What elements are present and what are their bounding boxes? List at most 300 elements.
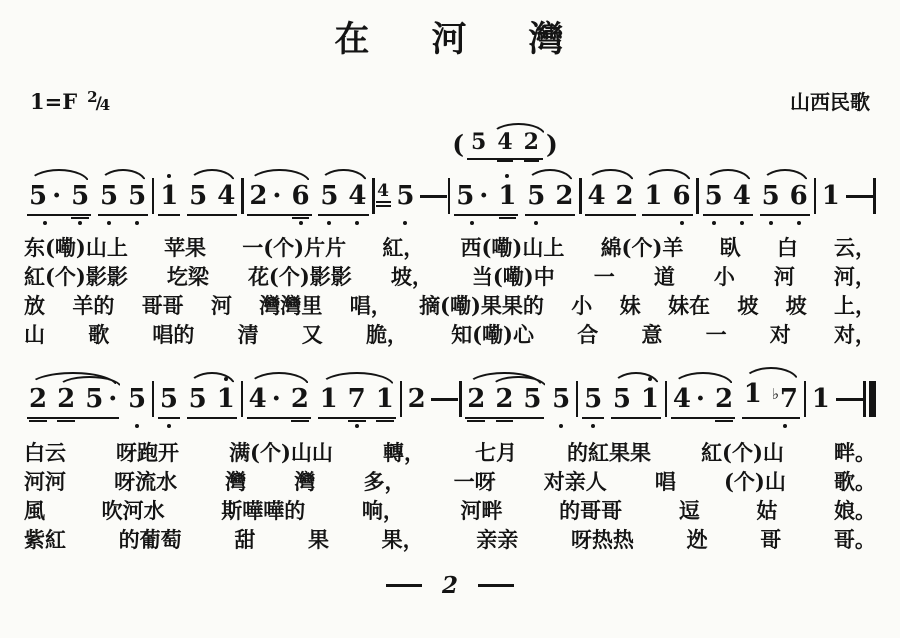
- lyric-segment: 对，: [833, 322, 876, 347]
- note-digit: 2: [714, 384, 734, 414]
- time-signature: [87, 89, 110, 114]
- octave-dot-below: [43, 221, 47, 225]
- note: [188, 386, 208, 412]
- lyric-segment: 灣: [225, 469, 247, 494]
- note-digit: 4: [672, 384, 691, 414]
- lyric-segment: 紅，: [382, 235, 425, 260]
- eighth-beam: [642, 214, 692, 216]
- note-digit: 1: [498, 181, 517, 211]
- note-digit: 2: [523, 129, 539, 155]
- lyric-segment: 唱，: [349, 293, 392, 318]
- note: [497, 183, 517, 209]
- note-digit: 5: [527, 181, 546, 211]
- lyric-segment: 畔。: [833, 440, 876, 465]
- key-time-signature: [30, 88, 110, 114]
- barline: [696, 178, 699, 214]
- lyric-segment: 姑: [756, 498, 778, 523]
- eighth-beam: [98, 214, 148, 216]
- octave-dot-below: [680, 221, 684, 225]
- lyric-segment: 果: [307, 527, 329, 552]
- note-group: [817, 167, 845, 229]
- meter-change-line: [376, 205, 391, 207]
- eighth-beam: [158, 417, 180, 419]
- lyric-segment: 小: [713, 264, 735, 289]
- song-title: 在 河 灣: [334, 19, 566, 60]
- note: [290, 183, 310, 209]
- lyric-row: [24, 291, 876, 320]
- note: [84, 386, 118, 412]
- note: [216, 183, 236, 209]
- note: [28, 183, 62, 209]
- note-group: [582, 167, 638, 229]
- lyric-segment: 又: [301, 322, 323, 347]
- lyric-segment: 山: [24, 322, 45, 347]
- note-digit: 1: [375, 384, 394, 414]
- lyric-segment: 对: [769, 322, 791, 347]
- octave-dot-below: [559, 424, 563, 428]
- note: [586, 183, 606, 209]
- lyric-row: [24, 262, 876, 291]
- octave-dot-above: [648, 377, 652, 381]
- note-digit: 7: [347, 384, 366, 414]
- notation-line-1: [24, 167, 876, 229]
- sixteenth-beam: [71, 217, 89, 219]
- note: [671, 183, 691, 209]
- note: [643, 183, 663, 209]
- lyric-segment: 風: [24, 498, 45, 523]
- note-group: [451, 167, 521, 229]
- lyric-segment: 歌: [88, 322, 110, 347]
- octave-dot-below: [299, 221, 303, 225]
- note-digit: 5: [471, 129, 487, 155]
- note-digit: 4: [217, 181, 236, 211]
- note-digit: 5: [100, 181, 119, 211]
- note: [714, 386, 734, 412]
- eighth-beam: [742, 417, 800, 419]
- lyric-segment: 当(嘞)中: [471, 264, 555, 289]
- meter-change-line: [376, 201, 391, 203]
- note-digit: 1: [821, 181, 840, 211]
- note-digit: 5: [29, 181, 48, 211]
- note-digit: 2: [290, 384, 309, 414]
- lyric-segment: 响，: [361, 498, 404, 523]
- final-barline-thin: [863, 381, 866, 417]
- lyric-segment: 紫紅: [24, 527, 66, 552]
- note-digit: 6: [789, 181, 808, 211]
- lyric-segment: 斯嘩嘩的: [221, 498, 306, 523]
- note: [612, 386, 632, 412]
- octave-dot-below: [78, 221, 82, 225]
- note: [159, 386, 179, 412]
- note: [743, 381, 763, 412]
- octave-dot-below: [797, 221, 801, 225]
- meter-change: [376, 181, 391, 207]
- augmentation-dot: ·: [695, 384, 705, 414]
- lyric-segment: 唱: [654, 469, 676, 494]
- octave-dot-below: [327, 221, 331, 225]
- note: [319, 183, 339, 209]
- time-signature-slash: /: [95, 94, 102, 114]
- note-digit: 1: [743, 379, 762, 409]
- note: [672, 386, 706, 412]
- note-digit: 5: [189, 181, 208, 211]
- eighth-beam: [27, 214, 91, 216]
- note-group: [184, 167, 240, 229]
- note-digit: 5: [704, 181, 723, 211]
- time-signature-denominator: 4: [99, 96, 111, 114]
- note-digit: 6: [672, 181, 691, 211]
- note: [216, 386, 236, 412]
- duration-dash: [836, 398, 863, 401]
- lyric-row: [24, 320, 876, 349]
- lyric-segment: 摘(嘞)果果的: [419, 293, 544, 318]
- lyric-segment: 一: [705, 322, 727, 347]
- note: [466, 386, 486, 412]
- final-barline: [863, 381, 876, 417]
- key-signature: 1=F: [30, 89, 78, 114]
- note-digit: 1: [811, 384, 830, 414]
- augmentation-dot: ·: [271, 384, 281, 414]
- note: [248, 183, 282, 209]
- lyric-segment: 灣: [294, 469, 316, 494]
- note-digit: 2: [29, 384, 48, 414]
- note-digit: 4: [732, 181, 751, 211]
- eighth-beam: [318, 214, 368, 216]
- barline: [873, 178, 876, 214]
- sixteenth-beam: [291, 420, 309, 422]
- note-digit: 5: [128, 181, 147, 211]
- eighth-beam: [318, 417, 396, 419]
- footer-dash-left: [386, 584, 422, 587]
- final-barline-thick: [869, 381, 876, 417]
- note-digit: 2: [615, 181, 634, 211]
- note-digit: 5: [584, 384, 603, 414]
- duration-dash: [846, 195, 873, 198]
- note: [732, 183, 752, 209]
- note-digit: 1: [644, 181, 663, 211]
- lyric-segment: 呀热热: [570, 527, 634, 552]
- note-group: [579, 370, 607, 432]
- note-digit: 2: [249, 181, 268, 211]
- barline: [576, 381, 579, 417]
- note: [789, 183, 809, 209]
- lyric-segment: 七月: [475, 440, 517, 465]
- lyric-segment: 河: [773, 264, 795, 289]
- note-digit: 5: [159, 384, 178, 414]
- eighth-beam: [703, 214, 753, 216]
- note-digit: 2: [407, 384, 426, 414]
- lyric-segment: 妹在: [667, 293, 710, 318]
- octave-dot-above: [224, 377, 228, 381]
- sixteenth-beam: [715, 420, 733, 422]
- lyric-segment: 圪梁: [166, 264, 209, 289]
- note-digit: 5: [85, 384, 104, 414]
- note: [496, 131, 513, 153]
- note-digit: 2: [57, 384, 76, 414]
- eighth-beam: [247, 214, 311, 216]
- sixteenth-beam: [376, 420, 394, 422]
- note: [407, 386, 427, 412]
- barline: [372, 178, 375, 214]
- sixteenth-beam: [292, 217, 310, 219]
- lyric-segment: 逗: [678, 498, 700, 523]
- note: [821, 183, 841, 209]
- lyric-segment: 的紅果果: [567, 440, 652, 465]
- note-digit: 1: [640, 384, 659, 414]
- eighth-beam: [465, 417, 543, 419]
- note-group: [462, 370, 546, 432]
- note-group: [315, 370, 399, 432]
- note: [127, 386, 147, 412]
- note: [455, 183, 489, 209]
- song-origin-credit: 山西民歌: [790, 90, 870, 114]
- lyric-segment: 的葡萄: [118, 527, 182, 552]
- eighth-beam: [611, 417, 661, 419]
- note-group: [244, 370, 314, 432]
- note: [583, 386, 603, 412]
- sixteenth-beam: [348, 420, 366, 422]
- note-digit: 5: [552, 384, 571, 414]
- note-digit: 5: [761, 181, 780, 211]
- octave-dot-above: [505, 174, 509, 178]
- note: [347, 183, 367, 209]
- eighth-beam: [158, 214, 180, 216]
- note-group: [123, 370, 151, 432]
- duration-dash: [420, 195, 447, 198]
- note-group: [668, 370, 738, 432]
- note: [554, 183, 574, 209]
- augmentation-dot: ·: [52, 181, 62, 211]
- lyric-segment: 娘。: [834, 498, 876, 523]
- note-group: [403, 370, 431, 432]
- note: [526, 183, 546, 209]
- lyric-segment: 道: [653, 264, 675, 289]
- augmentation-dot: ·: [108, 384, 118, 414]
- note: [347, 386, 367, 412]
- octave-dot-below: [355, 424, 359, 428]
- note-digit: 2: [495, 384, 514, 414]
- lyric-segment: 坡，: [390, 264, 433, 289]
- note-group: [739, 365, 803, 432]
- lyric-segment: 妹: [619, 293, 641, 318]
- lyric-segment: 白云: [24, 440, 66, 465]
- note-digit: 5: [612, 384, 631, 414]
- note-digit: 2: [555, 181, 574, 211]
- eighth-beam: [454, 214, 518, 216]
- lyric-segment: 河: [211, 293, 233, 318]
- lyric-segment: 坡: [737, 293, 759, 318]
- note: [395, 183, 415, 209]
- lyric-segment: 吹河水: [101, 498, 165, 523]
- lyric-segment: 迯: [686, 527, 708, 552]
- note: [99, 183, 119, 209]
- lyric-row: [24, 438, 876, 467]
- note: [290, 386, 310, 412]
- note-digit: 1: [160, 181, 179, 211]
- barline: [241, 178, 244, 214]
- sixteenth-beam: [29, 420, 47, 422]
- lyric-segment: 放: [24, 293, 45, 318]
- lyric-row: [24, 525, 876, 554]
- parenthesis: ): [545, 130, 558, 159]
- note: [127, 183, 147, 209]
- note: [319, 386, 339, 412]
- note-digit: 5: [320, 181, 339, 211]
- lyric-segment: 紅(个)山: [701, 440, 784, 465]
- lyric-segment: 河，: [833, 264, 876, 289]
- lyric-row: [24, 496, 876, 525]
- barline: [665, 381, 668, 417]
- note-group: [24, 370, 122, 432]
- lyric-segment: 一呀: [453, 469, 496, 494]
- lyric-segment: 满(个)山山: [229, 440, 333, 465]
- lyric-segment: 灣灣里: [259, 293, 323, 318]
- note: [375, 386, 395, 412]
- lyric-segment: 唱的: [152, 322, 195, 347]
- lyric-segment: 云，: [834, 235, 876, 260]
- lyric-segment: 西(嘞)山上: [460, 235, 565, 260]
- sixteenth-beam: [499, 217, 517, 219]
- octave-dot-below: [403, 221, 407, 225]
- lyric-segment: 紅(个)影影: [24, 264, 128, 289]
- note-group: [807, 370, 835, 432]
- note-digit: 6: [291, 181, 310, 211]
- note-digit: 1: [319, 384, 338, 414]
- barline: [152, 178, 155, 214]
- lyric-segment: 一(个)片片: [242, 235, 347, 260]
- notation-line-2: [24, 365, 876, 432]
- lyric-segment: 对亲人: [543, 469, 607, 494]
- eighth-beam: [525, 214, 575, 216]
- note-digit: 5: [71, 181, 90, 211]
- lyric-row: [24, 467, 876, 496]
- note-group: [700, 167, 756, 229]
- note: [494, 386, 514, 412]
- pickup-notes: [79, 117, 900, 167]
- note-digit: 2: [467, 384, 486, 414]
- eighth-beam: [582, 417, 604, 419]
- note: [771, 381, 799, 412]
- lyric-segment: 白: [776, 235, 798, 260]
- lyric-segment: 亲亲: [476, 527, 519, 552]
- lyric-segment: 果，: [381, 527, 424, 552]
- note: [56, 386, 76, 412]
- lyric-segment: 哥: [760, 527, 782, 552]
- octave-dot-below: [135, 424, 139, 428]
- note-group: [244, 167, 314, 229]
- page-footer: [24, 572, 876, 599]
- lyric-segment: 东(嘞)山上: [24, 235, 128, 260]
- octave-dot-below: [470, 221, 474, 225]
- note-digit: 7: [779, 384, 798, 414]
- lyric-segment: 河畔: [460, 498, 503, 523]
- note-group: [757, 167, 813, 229]
- augmentation-dot: ·: [272, 181, 282, 211]
- barline: [804, 381, 807, 417]
- note: [761, 183, 781, 209]
- time-signature-numerator: 2: [87, 88, 98, 106]
- lyric-segment: 上，: [834, 293, 876, 318]
- lyric-segment: 呀流水: [114, 469, 178, 494]
- octave-dot-below: [135, 221, 139, 225]
- note-group: [547, 370, 575, 432]
- lyric-segment: 脆，: [365, 322, 408, 347]
- note: [551, 386, 571, 412]
- lyric-segment: 一: [593, 264, 615, 289]
- eighth-beam: [187, 214, 237, 216]
- eighth-beam: [187, 417, 237, 419]
- parenthesis: (: [452, 130, 465, 159]
- note: [615, 183, 635, 209]
- lyric-segment: 花(个)影影: [247, 264, 352, 289]
- note-digit: 4: [587, 181, 606, 211]
- lyric-segment: 小: [571, 293, 593, 318]
- note-digit: 1: [216, 384, 235, 414]
- lyric-segment: 羊的: [72, 293, 115, 318]
- barline: [814, 178, 817, 214]
- lyric-segment: 轉，: [382, 440, 425, 465]
- note: [704, 183, 724, 209]
- barline: [241, 381, 244, 417]
- eighth-beam: [760, 214, 810, 216]
- lyric-segment: 甜: [234, 527, 256, 552]
- lyrics-block-1: [24, 233, 876, 349]
- octave-dot-below: [769, 221, 773, 225]
- note-digit: 5: [128, 384, 147, 414]
- lyric-segment: 哥。: [833, 527, 876, 552]
- note-group: [464, 117, 546, 167]
- octave-dot-below: [712, 221, 716, 225]
- octave-dot-below: [740, 221, 744, 225]
- lyric-segment: 哥哥: [141, 293, 184, 318]
- note-group: [608, 370, 664, 432]
- note: [470, 131, 487, 153]
- lyric-segment: (个)山: [724, 469, 786, 494]
- note-group: [315, 167, 371, 229]
- sixteenth-beam: [467, 420, 485, 422]
- note-group: [155, 370, 183, 432]
- lyric-segment: 綿(个)羊: [600, 235, 684, 260]
- barline: [400, 381, 403, 417]
- eighth-beam: [27, 417, 119, 419]
- flat-sign: ♭: [771, 385, 779, 403]
- lyric-segment: 清: [237, 322, 259, 347]
- duration-dash: [431, 398, 458, 401]
- octave-dot-above: [167, 174, 171, 178]
- barline: [579, 178, 582, 214]
- lyric-row: [24, 233, 876, 262]
- note: [248, 386, 282, 412]
- note: [188, 183, 208, 209]
- note-group: [522, 167, 578, 229]
- note: [159, 183, 179, 209]
- score-header: [24, 86, 876, 115]
- note-digit: 5: [523, 384, 542, 414]
- lyrics-block-2: [24, 438, 876, 554]
- barline: [152, 381, 155, 417]
- note-group: [95, 167, 151, 229]
- sixteenth-beam: [496, 420, 514, 422]
- lyric-segment: 的哥哥: [559, 498, 623, 523]
- octave-dot-below: [167, 424, 171, 428]
- note: [640, 386, 660, 412]
- lyric-segment: 意: [641, 322, 663, 347]
- octave-dot-below: [534, 221, 538, 225]
- octave-dot-below: [591, 424, 595, 428]
- lyric-segment: 坡: [785, 293, 807, 318]
- barline: [448, 178, 451, 214]
- lyric-segment: 知(嘞)心: [451, 322, 534, 347]
